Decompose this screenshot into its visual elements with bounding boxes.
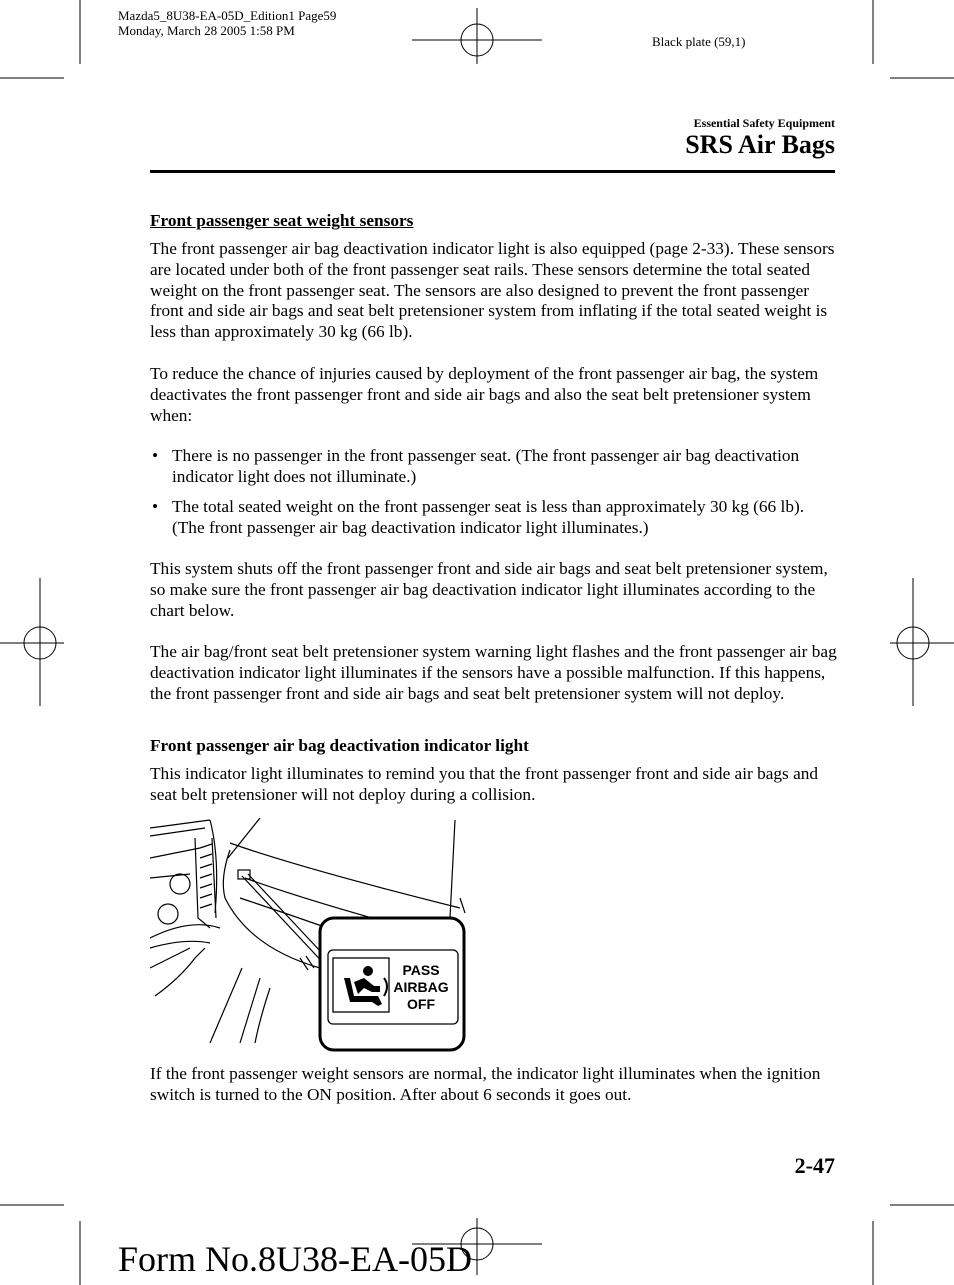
print-date: Monday, March 28 2005 1:58 PM — [118, 23, 295, 38]
heading-indicator-light-text: Front passenger air bag deactivation indicator light — [150, 736, 529, 755]
paragraph-4 — [150, 642, 840, 704]
bullet-list-2 — [150, 497, 840, 539]
paragraph-1-text: The front passenger air bag deactivation indicator light is also equipped (page 2-33). These sensors are located under both of the front passenger seat rails. These sensors determine the total seated weight on the front passenger seat. The sensors are also designed to prevent the front passenger front and side air bags and seat belt pretensioner system from inflating if the total seated weight is less than approximately 30 kg (66 lb). — [150, 239, 835, 342]
indicator-airbag-text: AIRBAG — [393, 979, 449, 995]
paragraph-5 — [150, 764, 840, 806]
paragraph-1 — [150, 239, 840, 343]
header-rule — [150, 170, 835, 173]
heading-weight-sensors — [150, 211, 840, 232]
form-number: Form No.8U38-EA-05D — [118, 1239, 472, 1279]
paragraph-6-text: If the front passenger weight sensors are normal, the indicator light illuminates when the ignition switch is turned to the ON position. After about 6 seconds it goes out. — [150, 1064, 821, 1104]
bullet-list — [150, 446, 840, 488]
paragraph-2 — [150, 364, 840, 426]
paragraph-3 — [150, 559, 840, 621]
paragraph-6 — [150, 1064, 840, 1106]
heading-weight-sensors-text: Front passenger seat weight sensors — [150, 211, 414, 230]
page-number: 2-47 — [794, 1153, 835, 1178]
paragraph-5-text: This indicator light illuminates to remind you that the front passenger front and side air bags and seat belt pretensioner will not deploy during a collision. — [150, 764, 819, 804]
paragraph-2-text: To reduce the chance of injuries caused by deployment of the front passenger air bag, the system deactivates the front passenger front and side air bags and also the seat belt pretensioner system when: — [150, 364, 819, 425]
section-category: Essential Safety Equipment — [693, 116, 835, 130]
bullet-item: • The total seated weight on the front passenger seat is less than approximately 30 kg (66 lb). (The front passenger air bag deactivation indicator light illuminates.) — [150, 497, 840, 539]
indicator-off-text: OFF — [407, 996, 435, 1012]
black-plate-label: Black plate (59,1) — [652, 34, 746, 49]
paragraph-4-text: The air bag/front seat belt pretensioner system warning light flashes and the front passenger air bag deactivation indicator light illuminates if the sensors have a possible malfunction. If this happens, the front passenger front and side air bags and seat belt pretensioner system will not deploy. — [150, 642, 837, 703]
bullet-item: • There is no passenger in the front passenger seat. (The front passenger air bag deactivation indicator light does not illuminate.) — [150, 446, 840, 488]
indicator-pass-text: PASS — [402, 962, 440, 978]
heading-indicator-light — [150, 736, 840, 757]
section-title: SRS Air Bags — [685, 130, 835, 159]
paragraph-3-text: This system shuts off the front passenger front and side air bags and seat belt pretensioner system, so make sure the front passenger air bag deactivation indicator light illuminates according to the chart below. — [150, 559, 828, 620]
dashboard-illustration — [150, 818, 470, 1058]
file-name: Mazda5_8U38-EA-05D_Edition1 Page59 — [118, 8, 337, 23]
